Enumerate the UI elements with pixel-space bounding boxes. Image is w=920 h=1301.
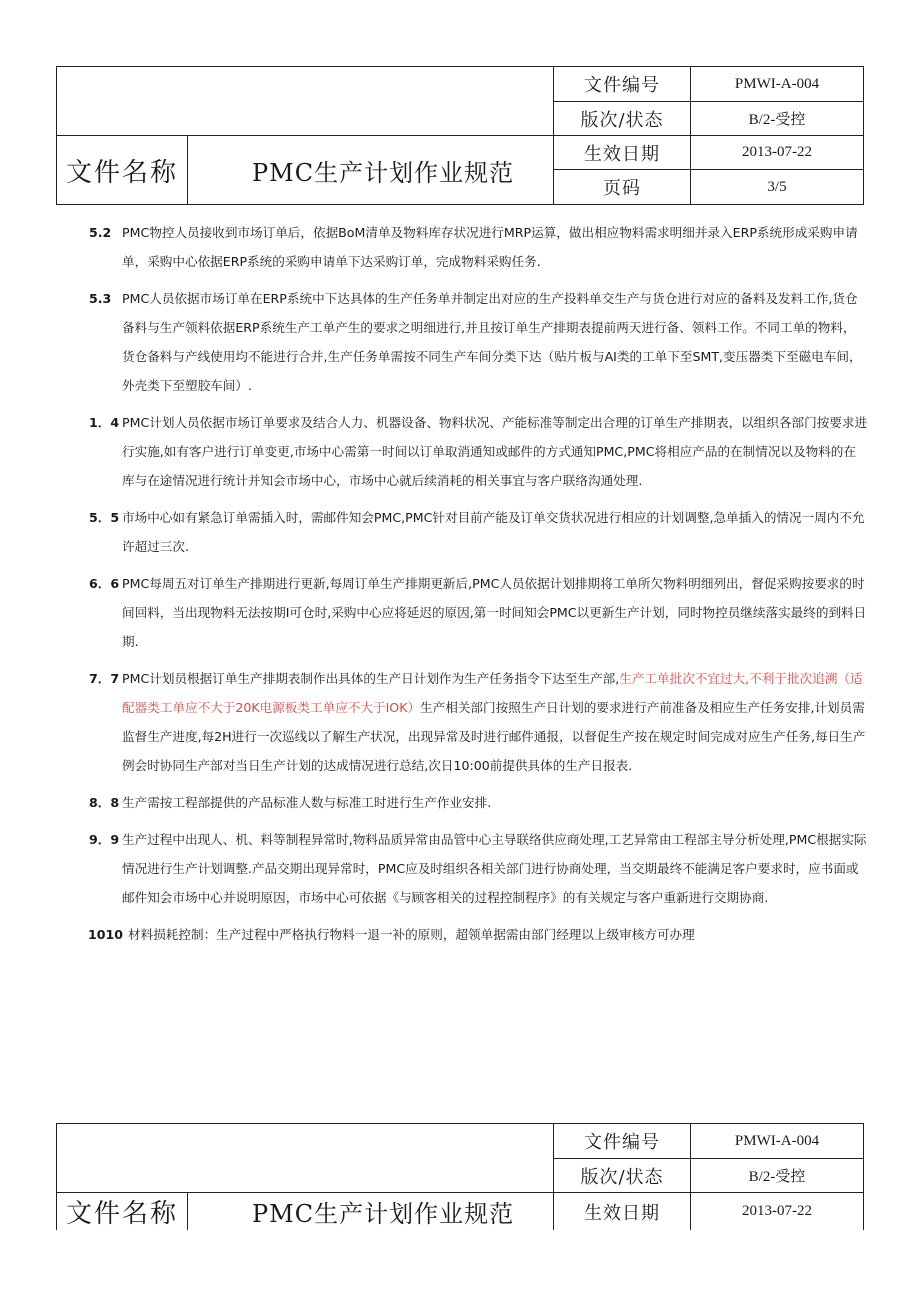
paragraph-5-5: 5．5 市场中心如有紧急订单需插入时，需邮件知会PMC,PMC针对目前产能及订单交货状况进行相应的计划调整,急单插入的情况一周内不允许超过三次. <box>89 510 865 554</box>
page-label: 页码 <box>554 170 691 205</box>
paragraph-5-2: 5.2 PMC物控人员接收到市场订单后，依据BoM清单及物料库存状况进行MRP运算，做出相应物料需求明细并录入ERP系统形成采购申请单，采购中心依据ERP系统的采购申请单下达采购订单，完成物料采购任务. <box>89 225 858 269</box>
paragraph-6-6: 6．6 PMC每周五对订单生产排期进行更新,每周订单生产排期更新后,PMC人员依据计划排期将工单所欠物料明细列出，督促采购按要求的时间回料，当出现物料无法按期I可仓时,采购中心应将延迟的原因,第一时间知会PMC以更新生产计划，同时物控员继续落实最终的到料日期. <box>89 576 867 649</box>
paragraph-text: PMC计划人员依据市场订单要求及结合人力、机器设备、物料状况、产能标准等制定出合理的订单生产排期表，以组织各部门按要求进行实施,如有客户进行订单变更,市场中心需第一时间以订单取消通知或邮件的方式通知PMC,PMC将相应产品的在制情况以及物料的在库与在途情况进行统计并知会市场中心，市场中心就后续消耗的相关事宜与客户联络沟通处理. <box>122 415 868 488</box>
paragraph-text: 生产需按工程部提供的产品标准人数与标准工时进行生产作业安排. <box>122 795 492 810</box>
paragraph-text: PMC计划员根据订单生产排期表制作出具体的生产日计划作为生产任务指令下达至生产部, <box>122 671 620 686</box>
paragraph-text: PMC每周五对订单生产排期进行更新,每周订单生产排期更新后,PMC人员依据计划排期将工单所欠物料明细列出，督促采购按要求的时间回料，当出现物料无法按期I可仓时,采购中心应将延迟的原因,第一时间知会PMC以更新生产计划，同时物控员继续落实最终的到料日期. <box>122 576 867 649</box>
paragraph-9-9: 9．9 生产过程中出现人、机、料等制程异常时,物料品质异常由品管中心主导联络供应商处理,工艺异常由工程部主导分析处理,PMC根据实际情况进行生产计划调整.产品交期出现异常时，PMC应及时组织各相关部门进行协商处理，当交期最终不能满足客户要求时，应书面或邮件知会市场中心并说明原因，市场中心可依据《与顾客相关的过程控制程序》的有关规定与客户重新进行交期协商. <box>89 832 867 905</box>
paragraph-text: 市场中心如有紧急订单需插入时，需邮件知会PMC,PMC针对目前产能及订单交货状况进行相应的计划调整,急单插入的情况一周内不允许超过三次. <box>122 510 865 554</box>
version-label: 版次/状态 <box>554 1159 691 1193</box>
file-name-label: 文件名称 <box>57 136 188 205</box>
effective-date-label: 生效日期 <box>554 136 691 170</box>
paragraph-text: 生产相关部门按照生产日计划的要求进行产前准备及相应生产任务安排,计划员需监督生产进度,每2H进行一次巡线以了解生产状况，出现异常及时进行邮件通报，以督促生产按在规定时间完成对应生产任务,每日生产例会时协同生产部对当日生产计划的达成情况进行总结,次日10:00前提供具体的生产日报表. <box>122 700 866 773</box>
paragraph-text: PMC人员依据市场订单在ERP系统中下达具体的生产任务单并制定出对应的生产投料单交生产与货仓进行对应的备料及发料工作,货仓备料与生产领料依据ERP系统生产工单产生的要求之明细进行,并且按订单生产排期表提前两天进行备、领料工作。不同工单的物料，货仓备料与产线使用均不能进行合并,生产任务单需按不同生产车间分类下达（贴片板与AI类的工单下至SMT,变压器类下至磁电车间，外壳类下至塑胶车间）. <box>122 291 862 393</box>
effective-date-value: 2013-07-22 <box>691 136 864 170</box>
version-label: 版次/状态 <box>554 102 691 136</box>
page-number: 3/5 <box>691 170 864 205</box>
file-name-value: PMC生产计划作业规范 <box>188 136 554 205</box>
highlighted-text: 生产工单批次不宜过大,不利于批次追溯（适配器类工单应不大于20K电源板类工单应不大于IOK） <box>122 671 863 715</box>
doc-no-label: 文件编号 <box>554 67 691 102</box>
effective-date-value: 2013-07-22 <box>691 1193 864 1231</box>
paragraph-10-10: 1010 材料损耗控制：生产过程中严格执行物料一退一补的原则，超领单据需由部门经理以上级审核方可办理 <box>88 927 695 942</box>
paragraph-5-3: 5.3 PMC人员依据市场订单在ERP系统中下达具体的生产任务单并制定出对应的生产投料单交生产与货仓进行对应的备料及发料工作,货仓备料与生产领料依据ERP系统生产工单产生的要求之明细进行,并且按订单生产排期表提前两天进行备、领料工作。不同工单的物料，货仓备料与产线使用均不能进行合并,生产任务单需按不同生产车间分类下达（贴片板与AI类的工单下至SMT,变压器类下至磁电车间，外壳类下至塑胶车间）. <box>89 291 862 393</box>
document-header <box>56 66 864 205</box>
paragraph-text: 生产过程中出现人、机、料等制程异常时,物料品质异常由品管中心主导联络供应商处理,工艺异常由工程部主导分析处理,PMC根据实际情况进行生产计划调整.产品交期出现异常时，PMC应及时组织各相关部门进行协商处理，当交期最终不能满足客户要求时，应书面或邮件知会市场中心并说明原因，市场中心可依据《与顾客相关的过程控制程序》的有关规定与客户重新进行交期协商. <box>122 832 867 905</box>
next-page-header <box>56 1123 864 1230</box>
effective-date-label: 生效日期 <box>554 1193 691 1231</box>
doc-no-value: PMWI-A-004 <box>691 67 864 102</box>
doc-no-value: PMWI-A-004 <box>691 1124 864 1159</box>
paragraph-text: 材料损耗控制：生产过程中严格执行物料一退一补的原则，超领单据需由部门经理以上级审核方可办理 <box>128 927 695 942</box>
version-value: B/2-受控 <box>691 1159 864 1193</box>
paragraph-8-8: 8．8 生产需按工程部提供的产品标准人数与标准工时进行生产作业安排. <box>89 795 492 810</box>
document-body <box>60 218 868 957</box>
file-name-value: PMC生产计划作业规范 <box>188 1193 554 1231</box>
file-name-label: 文件名称 <box>57 1193 188 1231</box>
header-blank-cell <box>57 1124 554 1193</box>
paragraph-1-4: 1．4 PMC计划人员依据市场订单要求及结合人力、机器设备、物料状况、产能标准等制定出合理的订单生产排期表，以组织各部门按要求进行实施,如有客户进行订单变更,市场中心需第一时间以订单取消通知或邮件的方式通知PMC,PMC将相应产品的在制情况以及物料的在库与在途情况进行统计并知会市场中心，市场中心就后续消耗的相关事宜与客户联络沟通处理. <box>89 415 868 488</box>
version-value: B/2-受控 <box>691 102 864 136</box>
paragraph-text: PMC物控人员接收到市场订单后，依据BoM清单及物料库存状况进行MRP运算，做出相应物料需求明细并录入ERP系统形成采购申请单，采购中心依据ERP系统的采购申请单下达采购订单，完成物料采购任务. <box>122 225 858 269</box>
doc-no-label: 文件编号 <box>554 1124 691 1159</box>
paragraph-7-7: 7．7 PMC计划员根据订单生产排期表制作出具体的生产日计划作为生产任务指令下达至生产部,生产工单批次不宜过大,不利于批次追溯（适配器类工单应不大于20K电源板类工单应不大于IOK）生产相关部门按照生产日计划的要求进行产前准备及相应生产任务安排,计划员需监督生产进度,每2H进行一次巡线以了解生产状况，出现异常及时进行邮件通报，以督促生产按在规定时间完成对应生产任务,每日生产例会时协同生产部对当日生产计划的达成情况进行总结,次日10:00前提供具体的生产日报表. <box>89 671 866 773</box>
header-blank-cell <box>57 67 554 136</box>
